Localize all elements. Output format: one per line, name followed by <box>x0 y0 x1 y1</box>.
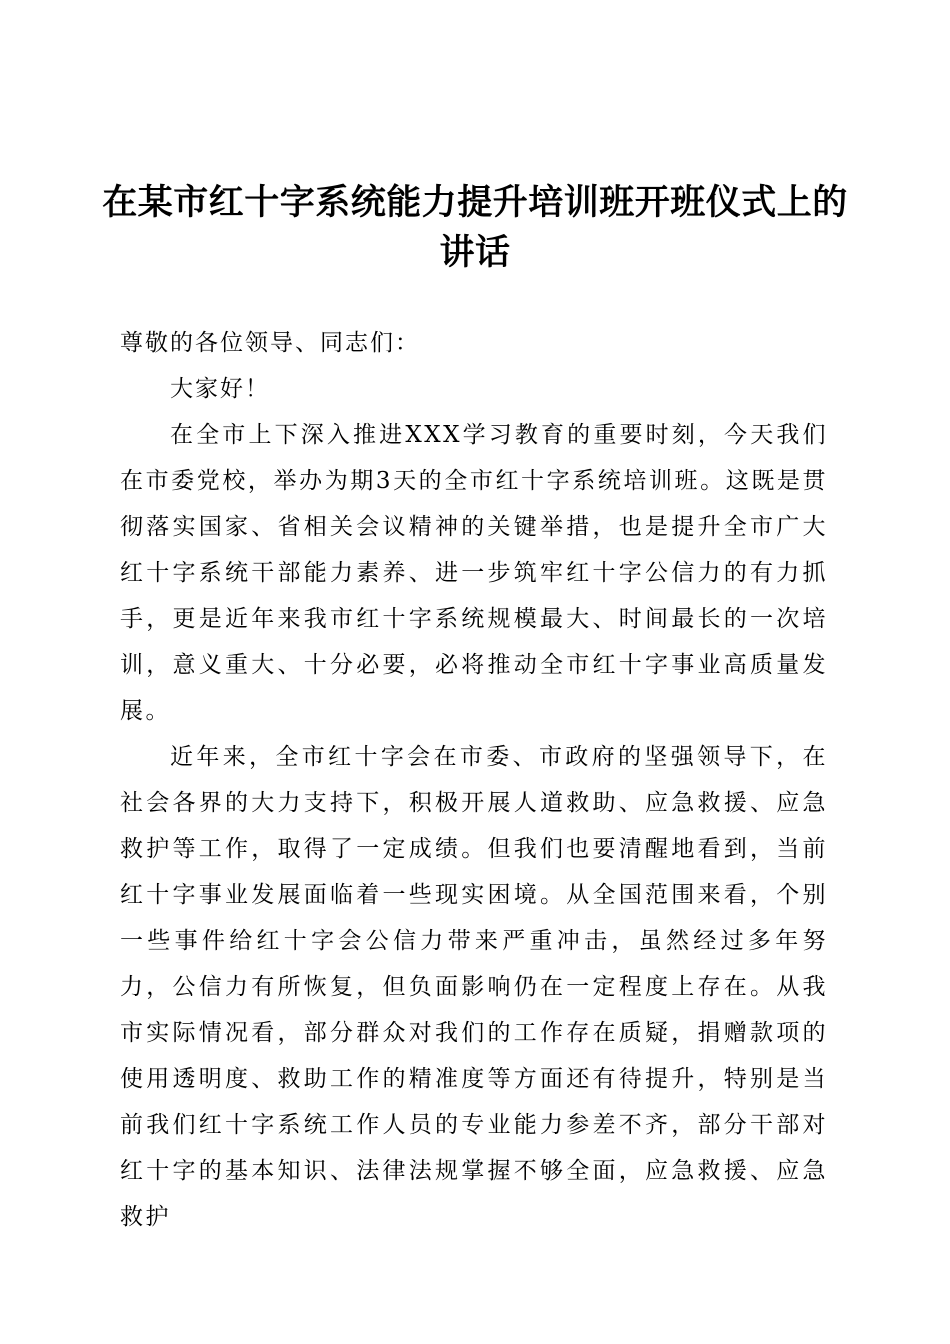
greeting: 大家好！ <box>170 376 270 402</box>
paragraph-1: 在全市上下深入推进XXX学习教育的重要时刻，今天我们在市委党校，举办为期3天的全市红十字系统培训班。这既是贯彻落实国家、省相关会议精神的关键举措，也是提升全市广大红十字系统干部能力素养、进一步筑牢红十字公信力的有力抓手，更是近年来我市红十字系统规模最大、时间最长的一次培训，意义重大、十分必要，必将推动全市红十字事业高质量发展。 <box>120 422 828 724</box>
paragraph-2: 近年来，全市红十字会在市委、市政府的坚强领导下，在社会各界的大力支持下，积极开展人道救助、应急救援、应急救护等工作，取得了一定成绩。但我们也要清醒地看到，当前红十字事业发展面临着一些现实困境。从全国范围来看，个别一些事件给红十字会公信力带来严重冲击，虽然经过多年努力，公信力有所恢复，但负面影响仍在一定程度上存在。从我市实际情况看，部分群众对我们的工作存在质疑，捐赠款项的使用透明度、救助工作的精准度等方面还有待提升，特别是当前我们红十字系统工作人员的专业能力参差不齐，部分干部对红十字的基本知识、法律法规掌握不够全面，应急救援、应急救护 <box>120 744 828 1230</box>
salutation: 尊敬的各位领导、同志们： <box>120 330 420 356</box>
document-title: 在某市红十字系统能力提升培训班开班仪式上的讲话 <box>102 182 848 273</box>
document-body <box>120 320 828 1240</box>
